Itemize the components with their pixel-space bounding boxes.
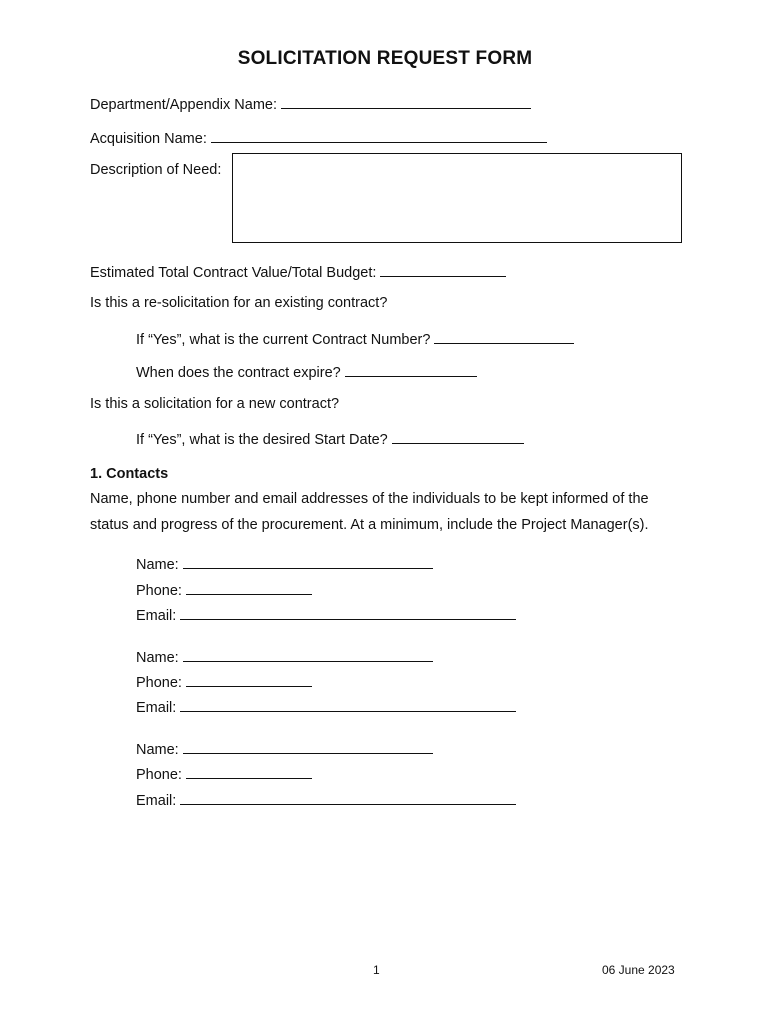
contact-2-email-row — [136, 697, 516, 716]
contact-1-email-row — [136, 605, 516, 624]
contract-expire-input[interactable] — [345, 362, 477, 377]
department-row — [90, 94, 531, 113]
start-date-row — [136, 429, 524, 448]
acquisition-row — [90, 128, 547, 147]
contact-1-phone-input[interactable] — [186, 580, 312, 595]
department-input[interactable] — [281, 94, 531, 109]
acquisition-label: Acquisition Name: — [90, 131, 207, 147]
contact-name-label: Name: — [136, 650, 179, 666]
contact-3-name-input[interactable] — [183, 739, 433, 754]
contract-expire-label: When does the contract expire? — [136, 365, 341, 381]
contact-phone-label: Phone: — [136, 583, 182, 599]
start-date-label: If “Yes”, what is the desired Start Date? — [136, 432, 388, 448]
budget-label: Estimated Total Contract Value/Total Budget: — [90, 265, 377, 281]
contact-2-name-row — [136, 647, 433, 666]
start-date-input[interactable] — [392, 429, 524, 444]
contact-2-name-input[interactable] — [183, 647, 433, 662]
budget-input[interactable] — [380, 262, 506, 277]
contact-email-label: Email: — [136, 793, 177, 809]
contact-email-label: Email: — [136, 700, 177, 716]
resolicitation-question: Is this a re-solicitation for an existing contract? — [90, 295, 388, 311]
footer-date: 06 June 2023 — [602, 963, 675, 977]
page-number: 1 — [373, 963, 380, 977]
department-label: Department/Appendix Name: — [90, 97, 277, 113]
description-input[interactable] — [232, 153, 682, 243]
description-label: Description of Need: — [90, 162, 222, 178]
contract-number-label: If “Yes”, what is the current Contract Number? — [136, 332, 431, 348]
contract-number-row — [136, 329, 574, 348]
budget-row — [90, 262, 506, 281]
contract-number-input[interactable] — [434, 329, 574, 344]
contract-expire-row — [136, 362, 477, 381]
contact-1-name-row — [136, 554, 433, 573]
contact-3-email-input[interactable] — [180, 790, 516, 805]
contact-1-email-input[interactable] — [180, 605, 516, 620]
contact-3-phone-input[interactable] — [186, 764, 312, 779]
contact-phone-label: Phone: — [136, 675, 182, 691]
contact-3-name-row — [136, 739, 433, 758]
acquisition-input[interactable] — [211, 128, 547, 143]
contact-3-email-row — [136, 790, 516, 809]
contact-2-phone-input[interactable] — [186, 672, 312, 687]
contact-email-label: Email: — [136, 608, 177, 624]
contact-name-label: Name: — [136, 742, 179, 758]
contacts-instructions: Name, phone number and email addresses of the individuals to be kept informed of the status and progress of the procurement. At a minimum, include the Project Manager(s). — [90, 491, 649, 533]
form-title: SOLICITATION REQUEST FORM — [237, 48, 533, 69]
new-contract-question: Is this a solicitation for a new contract? — [90, 396, 340, 412]
contact-1-phone-row — [136, 580, 312, 599]
contact-2-phone-row — [136, 672, 312, 691]
contact-3-phone-row — [136, 764, 312, 783]
contact-2-email-input[interactable] — [180, 697, 516, 712]
contact-phone-label: Phone: — [136, 767, 182, 783]
contact-1-name-input[interactable] — [183, 554, 433, 569]
contact-name-label: Name: — [136, 557, 179, 573]
section-heading-contacts: 1. Contacts — [90, 466, 169, 482]
